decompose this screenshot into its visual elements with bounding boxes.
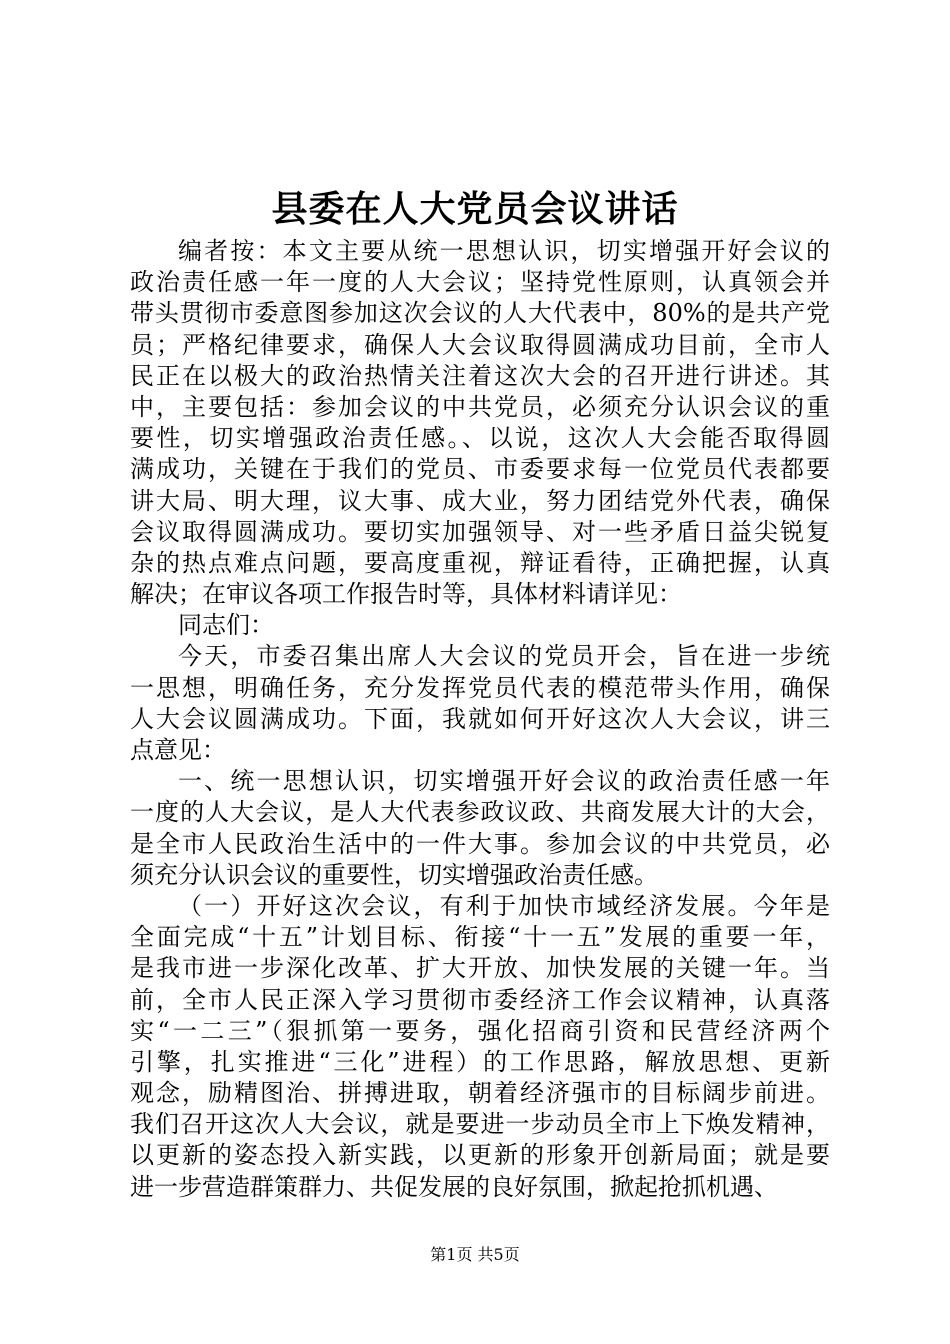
paragraph-line: 一、统一思想认识，切实增强开好会议的政治责任感一年 <box>178 767 830 796</box>
paragraph-line: （一）开好这次会议，有利于加快市域经济发展。今年是 <box>178 891 830 920</box>
paragraph-line: 中，主要包括：参加会议的中共党员，必须充分认识会议的重 <box>130 392 830 421</box>
paragraph-line: 一思想，明确任务，充分发挥党员代表的模范带头作用，确保 <box>130 673 830 702</box>
paragraph-line: 以更新的姿态投入新实践，以更新的形象开创新局面；就是要 <box>130 1141 830 1170</box>
paragraph-line: 政治责任感一年一度的人大会议；坚持党性原则，认真领会并 <box>130 268 830 297</box>
paragraph-line: 须充分认识会议的重要性，切实增强政治责任感。 <box>130 860 658 889</box>
paragraph-line: 民正在以极大的政治热情关注着这次大会的召开进行讲述。其 <box>130 361 830 390</box>
paragraph-line: 全面完成“十五”计划目标、衔接“十一五”发展的重要一年， <box>130 923 830 952</box>
paragraph-line: 实“一二三”（狠抓第一要务，强化招商引资和民营经济两个 <box>130 1016 830 1045</box>
paragraph <box>130 236 830 610</box>
paragraph-line: 同志们： <box>178 611 274 640</box>
paragraph-line: 前，全市人民正深入学习贯彻市委经济工作会议精神，认真落 <box>130 985 830 1014</box>
paragraph-line: 讲大局、明大理，议大事、成大业，努力团结党外代表，确保 <box>130 486 830 515</box>
paragraph-line: 杂的热点难点问题，要高度重视，辩证看待，正确把握，认真 <box>130 548 830 577</box>
paragraph-line: 引擎，扎实推进“三化”进程）的工作思路，解放思想、更新 <box>130 1047 830 1076</box>
paragraph-line: 进一步营造群策群力、共促发展的良好氛围，掀起抢抓机遇、 <box>130 1172 778 1201</box>
paragraph-line: 点意见： <box>130 736 226 764</box>
paragraph-line: 员；严格纪律要求，确保人大会议取得圆满成功目前，全市人 <box>130 330 830 359</box>
paragraph-line: 会议取得圆满成功。要切实加强领导、对一些矛盾日益尖锐复 <box>130 517 830 546</box>
paragraph <box>130 641 830 766</box>
paragraph <box>130 766 830 891</box>
paragraph-line: 观念，励精图治、拼搏进取，朝着经济强市的目标阔步前进。 <box>130 1079 830 1108</box>
paragraph-line: 一度的人大会议，是人大代表参政议政、共商发展大计的大会， <box>130 798 830 827</box>
paragraph-line: 编者按：本文主要从统一思想认识，切实增强开好会议的 <box>178 237 830 265</box>
paragraph-line: 我们召开这次人大会议，就是要进一步动员全市上下焕发精神， <box>130 1110 830 1139</box>
paragraph-line: 带头贯彻市委意图参加这次会议的人大代表中，80%的是共产党 <box>130 299 830 328</box>
paragraph-line: 要性，切实增强政治责任感。、以说，这次人大会能否取得圆 <box>130 424 830 453</box>
paragraph-line: 今天，市委召集出席人大会议的党员开会，旨在进一步统 <box>178 642 830 671</box>
paragraph-line: 是我市进一步深化改革、扩大开放、加快发展的关键一年。当 <box>130 954 830 983</box>
paragraph-line: 满成功，关键在于我们的党员、市委要求每一位党员代表都要 <box>130 455 830 484</box>
page-footer: 第1页 共5页 <box>430 1245 520 1264</box>
document-body <box>130 236 830 1203</box>
paragraph-line: 是全市人民政治生活中的一件大事。参加会议的中共党员，必 <box>130 829 830 858</box>
document-title: 县委在人大党员会议讲话 <box>271 188 679 230</box>
paragraph <box>130 891 830 1203</box>
paragraph-line: 解决；在审议各项工作报告时等，具体材料请详见： <box>130 580 682 609</box>
paragraph <box>130 610 830 641</box>
paragraph-line: 人大会议圆满成功。下面，我就如何开好这次人大会议，讲三 <box>130 704 830 733</box>
